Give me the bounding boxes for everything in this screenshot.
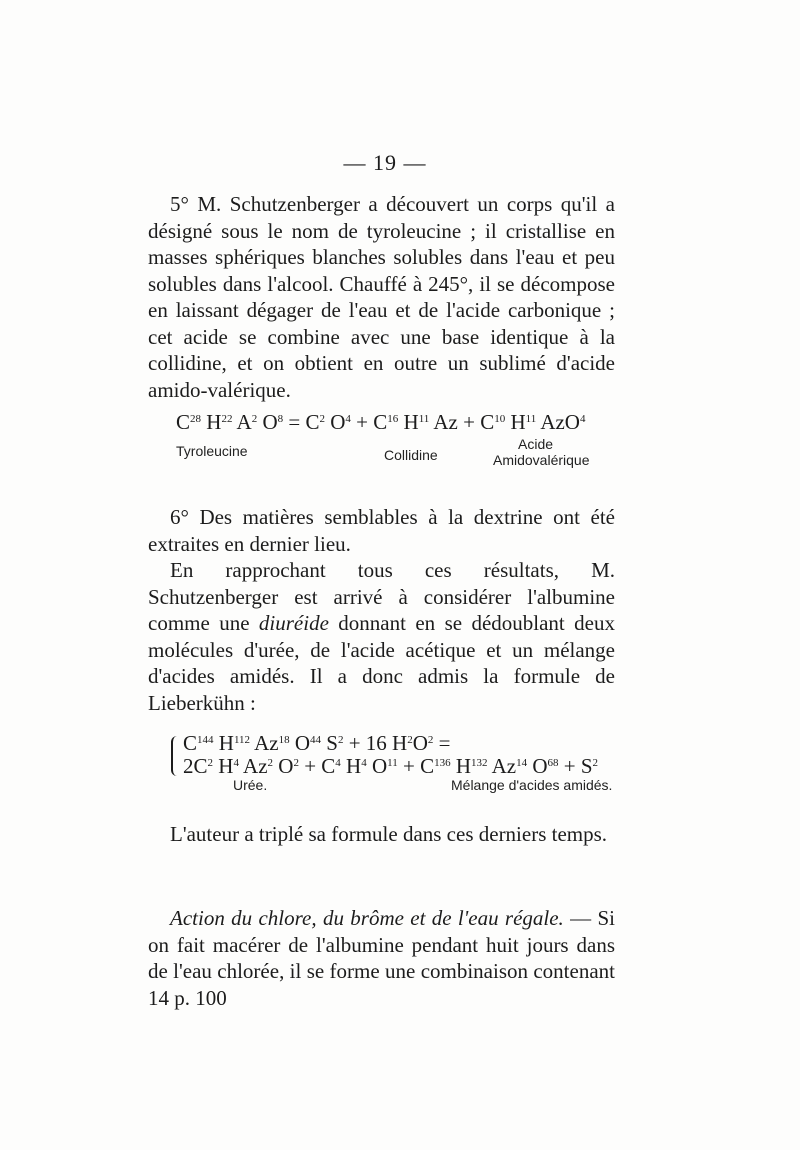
equation-lieberkuhn-line1: $C^{144}$ $H^{112}$ Az$^{18}$ $O^{44}$ $S^2 + 16$ $H^2O^2$ =: [183, 731, 451, 755]
section-heading-italic: Action du chlore, du brôme et de l'eau régale.: [170, 906, 564, 930]
label-acide: Acide: [518, 436, 554, 452]
paragraph-formule-triplee: [148, 821, 615, 848]
paragraph-albumine: [148, 557, 615, 716]
paragraph-text: [148, 557, 615, 716]
label-collidine: Collidine: [384, 447, 438, 463]
paragraph-text-before: En rapprochant tous ces résultats, M. Schutzenberger est arrivé à considérer l'albumine comme une: [148, 558, 615, 635]
paragraph-text-rest: — Si on fait macérer de l'albumine pendant huit jours dans de l'eau chlorée, il se forme une combinaison contenant 14 p. 100: [148, 906, 615, 1010]
paragraph-text-after: donnant en se dédoublant deux molécules d'urée, de l'acide acétique et un mélange d'acides amidés. Il a donc admis la formule de Lieberkühn :: [148, 611, 615, 715]
label-amidovalerique: Amidovalérique: [493, 452, 590, 468]
paragraph-text: 5° M. Schutzenberger a découvert un corps qu'il a désigné sous le nom de tyroleucine ; il cristallise en masses sphériques blanches solubles dans l'eau et peu solubles dans l'alcool. Chauffé à 245°, il se décompose en laissant dégager de l'eau et de l'acide carbonique ; cet acide se combine avec une base identique à la collidine, et on obtient en outre un sublimé d'acide amido-valérique.: [148, 192, 615, 402]
paragraph-text: [148, 905, 615, 1011]
paragraph-tyroleucine: [148, 191, 615, 403]
paragraph-dextrine: [148, 504, 615, 557]
equation-lieberkuhn-line2: $2C^2$ $H^4$ Az$^2$ $O^2 + C^4$ $H^4$ $O^{11} + C^{136}$ $H^{132}$ Az$^{14}$ $O^{68} + S^2$: [183, 754, 599, 778]
brace-bracket: [171, 736, 181, 776]
page-number: — 19 —: [343, 150, 427, 175]
label-tyroleucine: Tyroleucine: [176, 443, 248, 459]
label-uree: Urée.: [233, 777, 268, 793]
paragraph-action-chlore: [148, 905, 615, 1011]
paragraph-text: 6° Des matières semblables à la dextrine ont été extraites en dernier lieu.: [148, 505, 615, 556]
emphasis-diureide: diuréide: [258, 611, 329, 635]
paragraph-text: L'auteur a triplé sa formule dans ces derniers temps.: [170, 822, 608, 846]
equation-tyroleucine: $C^{28}$ $H^{22}$ $A^2$ $O^8 = C^2$ $O^4 + C^{16}$ $H^{11}$ $Az + C^{10}$ $H^{11}$ AzO$^4$: [176, 410, 586, 434]
label-melange-acides: Mélange d'acides amidés.: [451, 777, 613, 793]
